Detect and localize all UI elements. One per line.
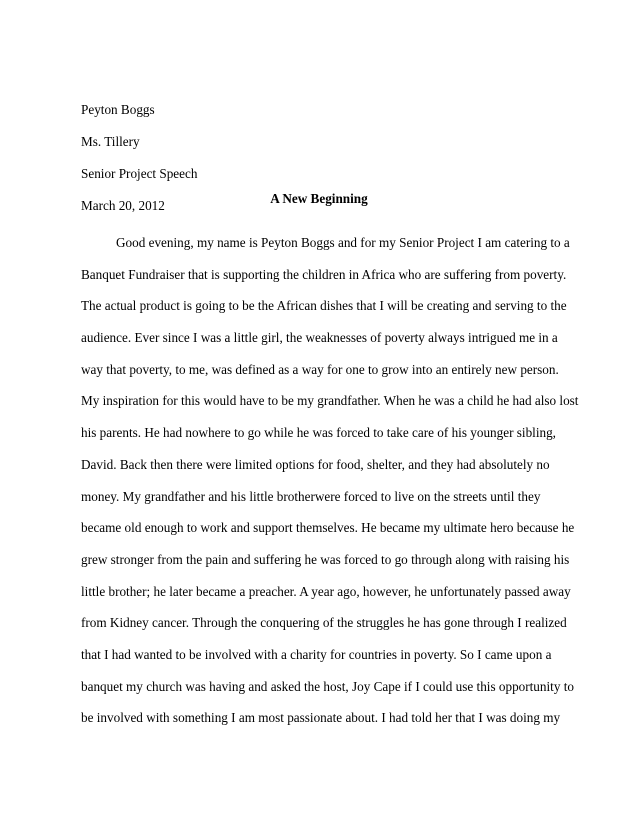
body-line: became old enough to work and support themselves. He became my ultimate hero because he [81,520,575,536]
teacher-name: Ms. Tillery [81,133,140,149]
document-title: A New Beginning [270,191,368,206]
author-name: Peyton Boggs [81,102,155,117]
body-line: way that poverty, to me, was defined as a way for one to grow into an entirely new person. [81,361,559,377]
body-line: David. Back then there were limited options for food, shelter, and they had absolutely no [81,456,550,472]
body-line: that I had wanted to be involved with a charity for countries in poverty. So I came upon a [81,646,552,662]
document-date: March 20, 2012 [81,197,165,213]
body-line: little brother; he later became a preacher. A year ago, however, he unfortunately passed away [81,583,571,599]
course-name: Senior Project Speech [81,165,198,181]
body-line: money. My grandfather and his little brotherwere forced to live on the streets until they [81,488,541,504]
body-line: from Kidney cancer. Through the conquering of the struggles he has gone through I realized [81,615,567,631]
body-line: his parents. He had nowhere to go while he was forced to take care of his younger sibling, [81,425,556,441]
body-line: be involved with something I am most passionate about. I had told her that I was doing my [81,710,561,726]
body-line: Banquet Fundraiser that is supporting the children in Africa who are suffering from poverty. [81,266,567,282]
body-line: banquet my church was having and asked the host, Joy Cape if I could use this opportunity to [81,678,574,694]
body-line: Good evening, my name is Peyton Boggs and for my Senior Project I am catering to a [116,235,570,250]
body-line: audience. Ever since I was a little girl, the weaknesses of poverty always intrigued me in a [81,330,558,346]
body-paragraph [81,233,579,740]
body-line: The actual product is going to be the African dishes that I will be creating and serving to the [81,298,567,314]
body-line: grew stronger from the pain and suffering he was forced to go through along with raising his [81,551,570,567]
body-line: My inspiration for this would have to be my grandfather. When he was a child he had also lost [81,393,579,409]
